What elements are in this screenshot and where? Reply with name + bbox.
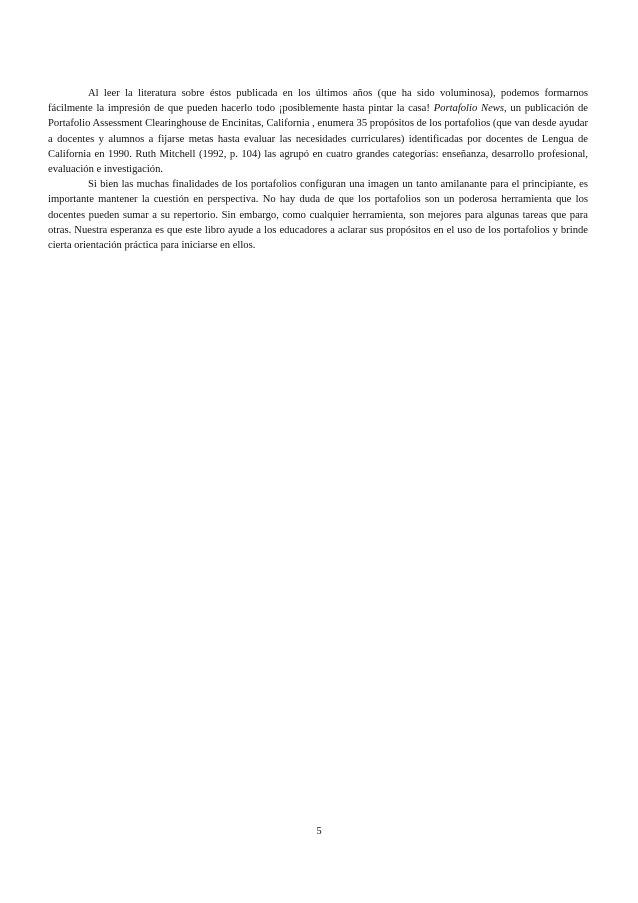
paragraph-1-part-2: , un publicación de Portafolio Assessment Clearinghouse de Encinitas, California , enumera 35 propósitos de los portafolios (que van desde ayudar a docentes y alumnos a fijarse metas hasta evaluar las necesidades curriculares) identificadas por docentes de Lengua de California en 1990. Ruth Mitchell (1992, p. 104) las agrupó en cuatro grandes categorías: enseñanza, desarrollo profesional, evaluación e investigación.: [48, 103, 588, 176]
paragraph-1: [48, 86, 588, 177]
publication-title: Portafolio News: [433, 103, 504, 115]
paragraph-1-part-1: Al leer la literatura sobre éstos publicada en los últimos años (que ha sido voluminosa), podemos formarnos fácilmente la impresión de que pueden hacerlo todo ¡posiblemente hasta pintar la casa!: [48, 88, 588, 115]
paragraph-2: Si bien las muchas finalidades de los portafolios configuran una imagen un tanto amilanante para el principiante, es importante mantener la cuestión en perspectiva. No hay duda de que los portafolios son un poderosa herramienta que los docentes pueden sumar a su repertorio. Sin embargo, como cualquier herramienta, son mejores para algunas tareas que para otras. Nuestra esperanza es que este libro ayude a los educadores a aclarar sus propósitos en el uso de los portafolios y brinde cierta orientación práctica para iniciarse en ellos.: [48, 179, 588, 252]
page-number: 5: [316, 826, 322, 837]
body-text: [48, 86, 588, 253]
